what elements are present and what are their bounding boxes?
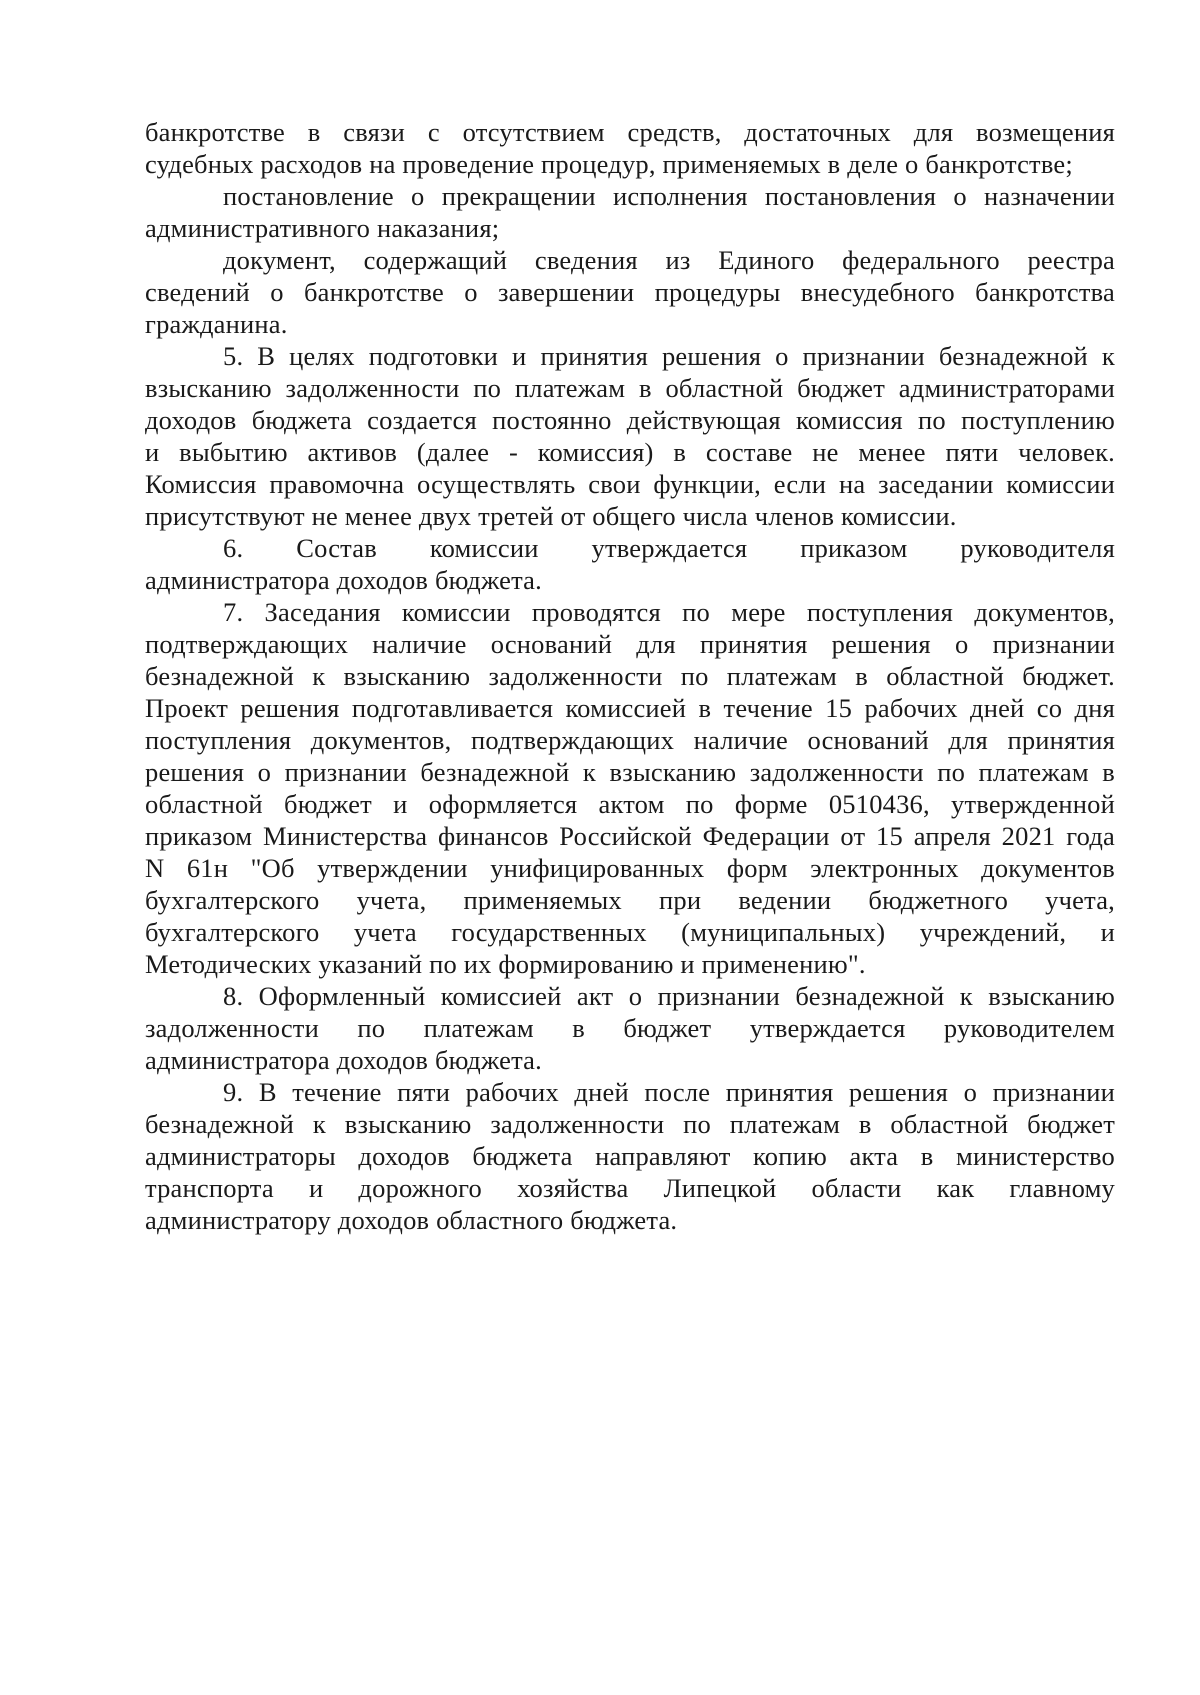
- text-line: безнадежной к взысканию задолженности по платежам в областной бюджет: [145, 1109, 1115, 1139]
- text-line: администратора доходов бюджета.: [145, 1045, 542, 1075]
- text-line: и выбытию активов (далее - комиссия) в составе не менее пяти человек.: [145, 437, 1115, 467]
- text-line: бухгалтерского учета государственных (муниципальных) учреждений, и: [145, 917, 1115, 947]
- text-line: доходов бюджета создается постоянно действующая комиссия по поступлению: [145, 405, 1115, 435]
- text-line: Комиссия правомочна осуществлять свои функции, если на заседании комиссии: [145, 469, 1115, 499]
- text-line: задолженности по платежам в бюджет утверждается руководителем: [145, 1013, 1115, 1043]
- text-line: банкротстве в связи с отсутствием средств, достаточных для возмещения: [145, 117, 1115, 147]
- text-line: 5. В целях подготовки и принятия решения о признании безнадежной к: [223, 341, 1115, 371]
- text-line: 8. Оформленный комиссией акт о признании безнадежной к взысканию: [223, 981, 1115, 1011]
- text-line: поступления документов, подтверждающих наличие оснований для принятия: [145, 725, 1115, 755]
- text-line: бухгалтерского учета, применяемых при ведении бюджетного учета,: [145, 885, 1115, 915]
- text-line: администратору доходов областного бюджета.: [145, 1205, 678, 1235]
- text-line: решения о признании безнадежной к взысканию задолженности по платежам в: [145, 757, 1115, 787]
- text-line: сведений о банкротстве о завершении процедуры внесудебного банкротства: [145, 277, 1115, 307]
- text-line: областной бюджет и оформляется актом по форме 0510436, утвержденной: [145, 789, 1115, 819]
- text-line: подтверждающих наличие оснований для принятия решения о признании: [145, 629, 1115, 659]
- text-line: взысканию задолженности по платежам в областной бюджет администраторами: [145, 373, 1115, 403]
- text-line: администраторы доходов бюджета направляют копию акта в министерство: [145, 1141, 1115, 1171]
- document-body: [145, 116, 1115, 1236]
- text-line: транспорта и дорожного хозяйства Липецкой области как главному: [145, 1173, 1115, 1203]
- text-line: безнадежной к взысканию задолженности по платежам в областной бюджет.: [145, 661, 1115, 691]
- text-line: 7. Заседания комиссии проводятся по мере поступления документов,: [223, 597, 1115, 627]
- text-line: административного наказания;: [145, 213, 500, 243]
- text-line: Проект решения подготавливается комиссией в течение 15 рабочих дней со дня: [145, 693, 1115, 723]
- text-line: приказом Министерства финансов Российской Федерации от 15 апреля 2021 года: [145, 821, 1115, 851]
- text-line: Методических указаний по их формированию и применению".: [145, 949, 866, 979]
- text-line: N 61н "Об утверждении унифицированных форм электронных документов: [145, 853, 1115, 883]
- text-line: присутствуют не менее двух третей от общего числа членов комиссии.: [145, 501, 957, 531]
- text-line: 9. В течение пяти рабочих дней после принятия решения о признании: [223, 1077, 1115, 1107]
- text-line: 6. Состав комиссии утверждается приказом руководителя: [223, 533, 1115, 563]
- text-line: документ, содержащий сведения из Единого федерального реестра: [223, 245, 1115, 275]
- text-line: судебных расходов на проведение процедур, применяемых в деле о банкротстве;: [145, 149, 1073, 179]
- text-line: гражданина.: [145, 309, 288, 339]
- text-line: постановление о прекращении исполнения постановления о назначении: [223, 181, 1115, 211]
- text-line: администратора доходов бюджета.: [145, 565, 542, 595]
